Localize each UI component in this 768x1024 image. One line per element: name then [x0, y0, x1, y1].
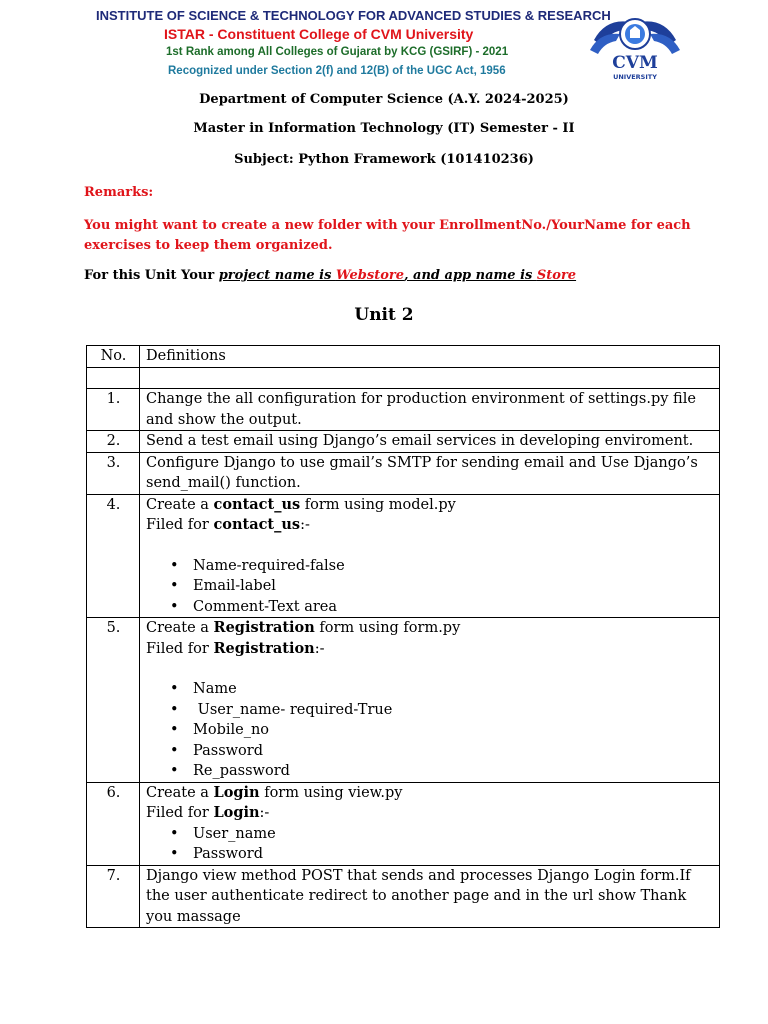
table-row: [87, 618, 720, 783]
field-list: [146, 824, 714, 865]
row-definition: Send a test email using Django’s email services in developing enviroment.: [140, 431, 720, 453]
list-item: • User_name- required-True: [193, 700, 714, 721]
table-empty-row: [87, 367, 720, 389]
row-number: 7.: [87, 865, 140, 928]
recognition-line: Recognized under Section 2(f) and 12(B) of the UGC Act, 1956: [168, 65, 506, 77]
college-name: ISTAR - Constituent College of CVM University: [164, 26, 474, 42]
table-header-row: [87, 346, 720, 368]
remarks-text: You might want to create a new folder with your EnrollmentNo./YourName for each exercises to keep them organized.: [84, 218, 691, 253]
list-item: • Name: [193, 679, 714, 700]
form-name: Login: [213, 783, 260, 801]
row-definition: Configure Django to use gmail’s SMTP for sending email and Use Django’s send_mail() function.: [140, 452, 720, 494]
unit-title: Unit 2: [354, 305, 414, 325]
definitions-table: [86, 345, 720, 928]
app-name: Store: [536, 268, 577, 283]
table-row: [87, 389, 720, 431]
logo-subtext: UNIVERSITY: [613, 73, 657, 81]
project-label: project name is Webstore, and app name is Store: [218, 268, 577, 283]
table-row: [87, 431, 720, 453]
list-item: • Name-required-false: [193, 556, 714, 577]
form-name: Registration: [213, 619, 315, 636]
list-item: • User_name: [193, 824, 714, 845]
row-number: 4.: [87, 494, 140, 618]
table-row: [87, 782, 720, 865]
row-definition: Create a Registration form using form.py Filed for Registration:- • Name • User_name- required-True • Mobile_no • Password • Re_password: [140, 618, 720, 783]
list-item: • Comment-Text area: [193, 597, 714, 618]
header-no: No.: [87, 346, 140, 368]
subject-line: Subject: Python Framework (101410236): [234, 152, 534, 167]
field-list: [146, 679, 714, 782]
logo-text: CVM: [612, 53, 658, 73]
list-item: • Re_password: [193, 761, 714, 782]
row-definition: Django view method POST that sends and processes Django Login form.If the user authenticate redirect to another page and in the url show Thank you massage: [140, 865, 720, 928]
table-row: [87, 452, 720, 494]
form-name: Registration: [213, 639, 315, 657]
remarks-label: Remarks:: [84, 185, 154, 200]
letterhead: [0, 0, 768, 90]
list-item: • Mobile_no: [193, 720, 714, 741]
unit-note: [84, 268, 576, 283]
list-item: • Password: [193, 844, 714, 865]
row-number: 2.: [87, 431, 140, 453]
row-number: 6.: [87, 782, 140, 865]
form-name: Login: [213, 804, 260, 821]
row-number: 3.: [87, 452, 140, 494]
row-definition: Create a Login form using view.py Filed for Login:- • User_name • Password: [140, 782, 720, 865]
form-name: contact_us: [213, 516, 301, 533]
unit-note-prefix: For this Unit Your: [84, 268, 219, 283]
rank-line: 1st Rank among All Colleges of Gujarat by KCG (GSIRF) - 2021: [166, 46, 509, 58]
row-number: 1.: [87, 389, 140, 431]
list-item: • Email-label: [193, 576, 714, 597]
project-name: Webstore: [335, 268, 404, 283]
program-line: Master in Information Technology (IT) Semester - II: [193, 121, 575, 136]
table-row: [87, 865, 720, 928]
form-name: contact_us: [213, 495, 301, 513]
department-line: Department of Computer Science (A.Y. 2024-2025): [199, 92, 569, 107]
row-definition: Change the all configuration for production environment of settings.py file and show the output.: [140, 389, 720, 431]
field-list: [146, 556, 714, 618]
row-number: 5.: [87, 618, 140, 783]
cvm-university-logo: [586, 8, 684, 84]
institute-name: INSTITUTE OF SCIENCE & TECHNOLOGY FOR ADVANCED STUDIES & RESEARCH: [96, 8, 611, 23]
row-definition: Create a contact_us form using model.py Filed for contact_us:- • Name-required-false • Email-label • Comment-Text area: [140, 494, 720, 618]
table-row: [87, 494, 720, 618]
list-item: • Password: [193, 741, 714, 762]
app-label: , and app name is: [403, 268, 537, 283]
header-definitions: Definitions: [140, 346, 720, 368]
